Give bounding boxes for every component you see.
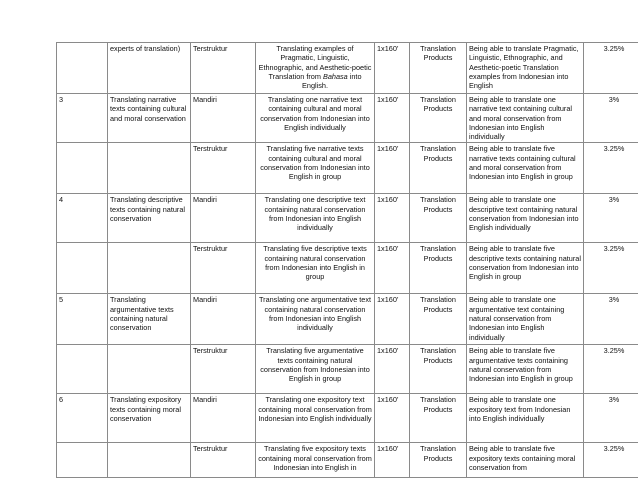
- cell-activity: Translating one argumentative text containing natural conservation from Indonesian into English individually: [256, 294, 375, 345]
- cell-activity-type: Terstruktur: [191, 143, 256, 194]
- cell-output: Translation Products: [410, 394, 467, 443]
- cell-time: 1x160’: [375, 243, 410, 294]
- cell-activity-type: Terstruktur: [191, 43, 256, 94]
- cell-output: Translation Products: [410, 443, 467, 478]
- cell-indicator: Being able to translate Pragmatic, Linguistic, Ethnographic, and Aesthetic-poetic Translation examples from Indonesian into English: [467, 43, 584, 94]
- cell-activity: Translating one expository text containing moral conservation from Indonesian into English individually: [256, 394, 375, 443]
- cell-activity-type: Mandiri: [191, 194, 256, 243]
- cell-activity-type: Terstruktur: [191, 345, 256, 394]
- cell-activity-type: Mandiri: [191, 94, 256, 143]
- cell-number: [57, 243, 108, 294]
- syllabus-table: [56, 42, 638, 478]
- cell-indicator: Being able to translate one descriptive text containing natural conservation from Indonesian into English individually: [467, 194, 584, 243]
- cell-time: 1x160’: [375, 43, 410, 94]
- cell-activity-type: Mandiri: [191, 294, 256, 345]
- cell-activity: [256, 43, 375, 94]
- activity-text-tail: into English.: [302, 71, 362, 91]
- cell-number: 5: [57, 294, 108, 345]
- cell-number: [57, 345, 108, 394]
- cell-time: 1x160’: [375, 194, 410, 243]
- cell-activity-type: Mandiri: [191, 394, 256, 443]
- cell-time: 1x160’: [375, 143, 410, 194]
- cell-weight: 3.25%: [584, 43, 638, 94]
- cell-topic: Translating expository texts containing moral conservation: [108, 394, 191, 443]
- cell-output: Translation Products: [410, 294, 467, 345]
- cell-indicator: Being able to translate five expository texts containing moral conservation from: [467, 443, 584, 478]
- cell-number: [57, 143, 108, 194]
- cell-topic: experts of translation): [108, 43, 191, 94]
- cell-activity: Translating five descriptive texts containing natural conservation from Indonesian into English in group: [256, 243, 375, 294]
- cell-output: Translation Products: [410, 94, 467, 143]
- cell-indicator: Being able to translate one narrative text containing cultural and moral conservation from Indonesian into English individually: [467, 94, 584, 143]
- cell-indicator: Being able to translate one expository text from Indonesian into English individually: [467, 394, 584, 443]
- cell-time: 1x160’: [375, 394, 410, 443]
- cell-number: [57, 443, 108, 478]
- table-row: [57, 143, 638, 194]
- cell-weight: 3%: [584, 194, 638, 243]
- table-row: [57, 194, 638, 243]
- cell-weight: 3%: [584, 394, 638, 443]
- cell-weight: 3.25%: [584, 345, 638, 394]
- activity-emphasis: Bahasa: [322, 71, 348, 81]
- cell-time: 1x160’: [375, 294, 410, 345]
- table-row: [57, 443, 638, 478]
- cell-indicator: Being able to translate five narrative texts containing cultural and moral conservation from Indonesian into English in group: [467, 143, 584, 194]
- cell-activity: Translating one narrative text containing cultural and moral conservation from Indonesian into English individually: [256, 94, 375, 143]
- cell-topic: [108, 143, 191, 194]
- cell-indicator: Being able to translate five descriptive texts containing natural conservation from Indonesian into English in group: [467, 243, 584, 294]
- cell-activity: Translating five argumentative texts containing natural conservation from Indonesian into English in group: [256, 345, 375, 394]
- cell-activity-type: Terstruktur: [191, 243, 256, 294]
- cell-topic: Translating narrative texts containing cultural and moral conservation: [108, 94, 191, 143]
- cell-topic: Translating argumentative texts containing natural conservation: [108, 294, 191, 345]
- cell-activity: Translating five narrative texts containing cultural and moral conservation from Indonesian into English in group: [256, 143, 375, 194]
- cell-output: Translation Products: [410, 345, 467, 394]
- cell-output: Translation Products: [410, 243, 467, 294]
- table-row: [57, 294, 638, 345]
- table-row: [57, 394, 638, 443]
- cell-topic: [108, 443, 191, 478]
- cell-number: 6: [57, 394, 108, 443]
- cell-topic: Translating descriptive texts containing natural conservation: [108, 194, 191, 243]
- cell-weight: 3%: [584, 94, 638, 143]
- activity-text: Translating examples of Pragmatic, Linguistic, Ethnographic, and Aesthetic-poetic Translation from: [258, 44, 372, 81]
- cell-output: Translation Products: [410, 194, 467, 243]
- cell-weight: 3.25%: [584, 143, 638, 194]
- cell-time: 1x160’: [375, 345, 410, 394]
- cell-weight: 3%: [584, 294, 638, 345]
- table-row: [57, 243, 638, 294]
- cell-output: Translation Products: [410, 43, 467, 94]
- cell-number: 4: [57, 194, 108, 243]
- table-row: [57, 43, 638, 94]
- cell-topic: [108, 243, 191, 294]
- cell-indicator: Being able to translate one argumentative text containing natural conservation from Indonesian into English individually: [467, 294, 584, 345]
- table-row: [57, 94, 638, 143]
- cell-topic: [108, 345, 191, 394]
- cell-weight: 3.25%: [584, 243, 638, 294]
- table-row: [57, 345, 638, 394]
- cell-number: 3: [57, 94, 108, 143]
- cell-activity-type: Terstruktur: [191, 443, 256, 478]
- cell-output: Translation Products: [410, 143, 467, 194]
- cell-indicator: Being able to translate five argumentative texts containing natural conservation from Indonesian into English in group: [467, 345, 584, 394]
- cell-time: 1x160’: [375, 443, 410, 478]
- cell-activity: Translating one descriptive text containing natural conservation from Indonesian into English individually: [256, 194, 375, 243]
- cell-activity: Translating five expository texts containing moral conservation from Indonesian into English in: [256, 443, 375, 478]
- cell-time: 1x160’: [375, 94, 410, 143]
- cell-number: [57, 43, 108, 94]
- cell-weight: 3.25%: [584, 443, 638, 478]
